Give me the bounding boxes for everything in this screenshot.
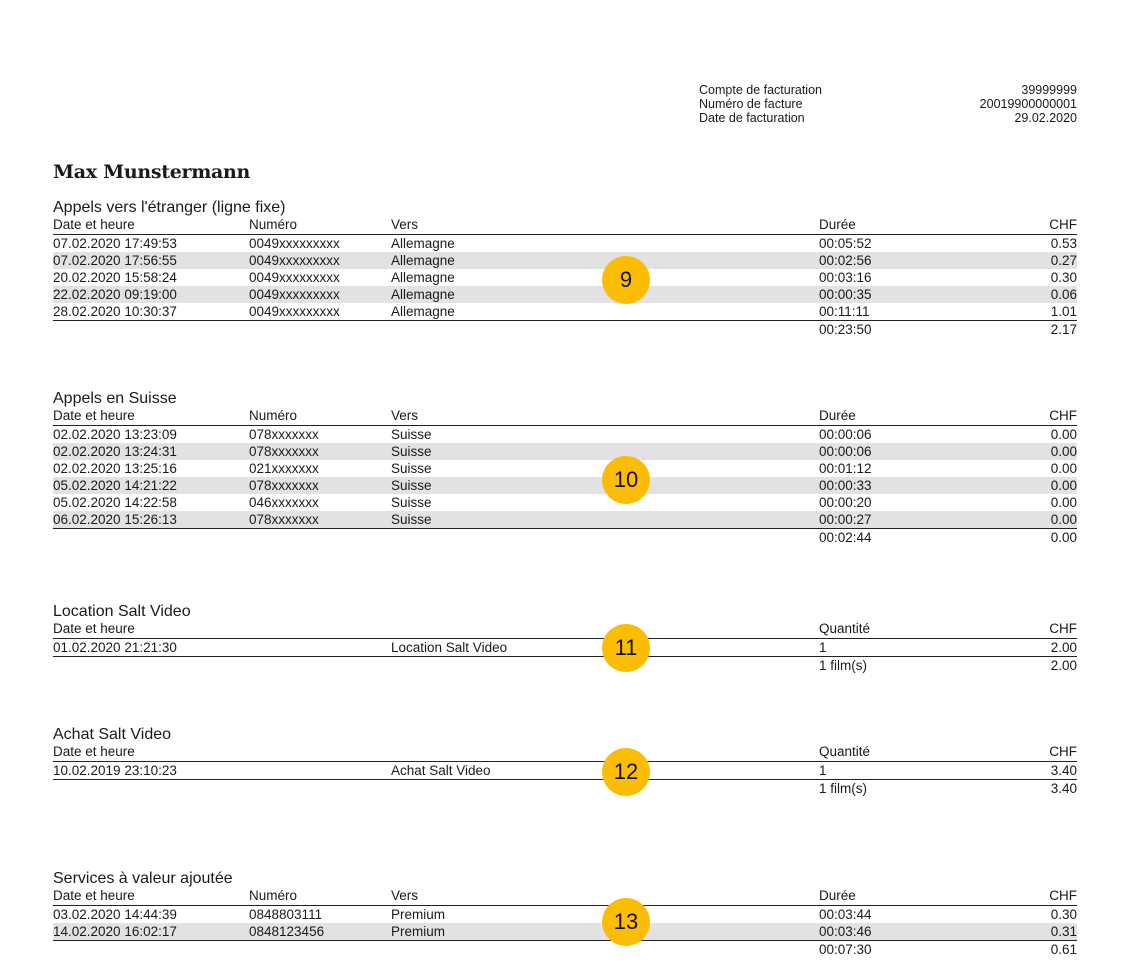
section-swiss-calls [53, 389, 1077, 546]
cell-date: 07.02.2020 17:56:55 [53, 253, 177, 268]
cell-date: 02.02.2020 13:23:09 [53, 427, 177, 442]
cell-chf: 1.01 [1050, 304, 1077, 319]
header-chf: CHF [1049, 621, 1077, 636]
cell-date: 01.02.2020 21:21:30 [53, 640, 177, 655]
meta-value: 20019900000001 [979, 97, 1077, 111]
cell-to: Allemagne [391, 270, 455, 285]
callout-badge: 10 [602, 456, 650, 504]
header-chf: CHF [1049, 744, 1077, 759]
table-row [53, 762, 1077, 780]
cell-date: 02.02.2020 13:24:31 [53, 444, 177, 459]
table-row [53, 252, 1077, 269]
table-total-row [53, 657, 1077, 674]
cell-to: Premium [391, 907, 446, 922]
section-title: Achat Salt Video [53, 726, 172, 743]
table-row [53, 460, 1077, 477]
meta-value: 39999999 [1021, 83, 1077, 97]
table-row [53, 303, 1077, 321]
cell-chf: 2.00 [1050, 640, 1077, 655]
cell-chf: 0.00 [1050, 461, 1077, 476]
cell-date: 05.02.2020 14:22:58 [53, 495, 177, 510]
header-date: Date et heure [53, 744, 135, 759]
cell-chf: 0.00 [1050, 427, 1077, 442]
table-total-row [53, 780, 1077, 797]
section-value-added-services [53, 869, 1077, 958]
cell-number: 078xxxxxxx [249, 512, 319, 527]
cell-duration: 00:11:11 [819, 304, 870, 319]
cell-date: 14.02.2020 16:02:17 [53, 924, 177, 939]
header-chf: CHF [1049, 217, 1077, 232]
section-title: Location Salt Video [53, 603, 191, 620]
cell-date: 22.02.2020 09:19:00 [53, 287, 177, 302]
table-total-row [53, 941, 1077, 958]
cell-date: 20.02.2020 15:58:24 [53, 270, 177, 285]
meta-label: Compte de facturation [699, 83, 822, 97]
meta-label: Date de facturation [699, 111, 805, 125]
cell-to: Suisse [391, 512, 432, 527]
cell-duration: 00:03:16 [819, 270, 872, 285]
cell-date: 05.02.2020 14:21:22 [53, 478, 177, 493]
cell-duration: 00:02:56 [819, 253, 872, 268]
cell-duration: 00:00:35 [819, 287, 872, 302]
cell-to: Allemagne [391, 287, 455, 302]
header-chf: CHF [1049, 408, 1077, 423]
table-total-row [53, 321, 1077, 338]
table-header [53, 888, 1077, 906]
total-chf: 2.00 [1050, 658, 1077, 673]
cell-duration: 00:00:27 [819, 512, 872, 527]
table-row [53, 906, 1077, 923]
cell-date: 07.02.2020 17:49:53 [53, 236, 177, 251]
header-duration: Durée [819, 888, 856, 903]
cell-duration: 00:03:46 [819, 924, 872, 939]
cell-date: 02.02.2020 13:25:16 [53, 461, 177, 476]
table-row [53, 269, 1077, 286]
cell-item: Location Salt Video [391, 640, 508, 655]
section-title: Appels en Suisse [53, 390, 177, 407]
cell-to: Premium [391, 924, 446, 939]
cell-number: 0848803111 [249, 907, 323, 922]
total-chf: 3.40 [1050, 781, 1077, 796]
cell-to: Allemagne [391, 304, 455, 319]
cell-date: 10.02.2019 23:10:23 [53, 763, 177, 778]
header-quantity: Quantité [819, 744, 871, 759]
callout-badge: 13 [602, 898, 650, 946]
header-number: Numéro [249, 217, 298, 232]
cell-chf: 0.00 [1050, 444, 1077, 459]
meta-row-invoice [699, 97, 1077, 111]
cell-chf: 0.00 [1050, 495, 1077, 510]
cell-number: 0049xxxxxxxxx [249, 253, 340, 268]
cell-to: Suisse [391, 461, 432, 476]
cell-number: 078xxxxxxx [249, 427, 319, 442]
cell-to: Suisse [391, 495, 432, 510]
cell-to: Suisse [391, 427, 432, 442]
cell-duration: 00:05:52 [819, 236, 872, 251]
table-total-row [53, 529, 1077, 546]
cell-number: 078xxxxxxx [249, 478, 319, 493]
meta-value: 29.02.2020 [1014, 111, 1077, 125]
cell-item: Achat Salt Video [391, 763, 491, 778]
total-quantity: 1 film(s) [819, 781, 867, 796]
table-row [53, 286, 1077, 303]
cell-number: 078xxxxxxx [249, 444, 319, 459]
cell-date: 06.02.2020 15:26:13 [53, 512, 177, 527]
cell-number: 0049xxxxxxxxx [249, 304, 340, 319]
header-date: Date et heure [53, 621, 135, 636]
section-video-purchase [53, 725, 1077, 797]
cell-chf: 3.40 [1050, 763, 1077, 778]
table-header [53, 744, 1077, 762]
cell-number: 0848123456 [249, 924, 325, 939]
cell-number: 0049xxxxxxxxx [249, 287, 340, 302]
table-row [53, 639, 1077, 657]
header-duration: Durée [819, 408, 856, 423]
cell-chf: 0.27 [1050, 253, 1077, 268]
cell-number: 046xxxxxxx [249, 495, 319, 510]
total-duration: 00:02:44 [819, 530, 872, 545]
table-row [53, 443, 1077, 460]
table-row [53, 477, 1077, 494]
header-date: Date et heure [53, 888, 135, 903]
cell-duration: 00:01:12 [819, 461, 872, 476]
header-number: Numéro [249, 888, 298, 903]
table-row [53, 494, 1077, 511]
callout-badge: 11 [602, 624, 650, 672]
header-to: Vers [391, 888, 419, 903]
table-row [53, 511, 1077, 529]
total-chf: 0.61 [1050, 942, 1077, 957]
section-title: Services à valeur ajoutée [53, 870, 233, 887]
billing-meta [699, 83, 1077, 125]
cell-date: 03.02.2020 14:44:39 [53, 907, 177, 922]
cell-chf: 0.30 [1050, 907, 1077, 922]
table-header [53, 621, 1077, 639]
cell-duration: 00:00:06 [819, 444, 872, 459]
section-title: Appels vers l'étranger (ligne fixe) [53, 199, 286, 216]
total-quantity: 1 film(s) [819, 658, 867, 673]
table-row [53, 923, 1077, 941]
meta-label: Numéro de facture [699, 97, 803, 111]
cell-to: Allemagne [391, 236, 455, 251]
table-header [53, 217, 1077, 235]
header-to: Vers [391, 217, 419, 232]
cell-duration: 00:00:20 [819, 495, 872, 510]
header-number: Numéro [249, 408, 298, 423]
total-chf: 2.17 [1050, 322, 1077, 337]
cell-number: 0049xxxxxxxxx [249, 270, 340, 285]
cell-number: 021xxxxxxx [249, 461, 319, 476]
header-date: Date et heure [53, 408, 135, 423]
total-chf: 0.00 [1050, 530, 1077, 545]
cell-to: Suisse [391, 444, 432, 459]
cell-duration: 00:03:44 [819, 907, 872, 922]
header-date: Date et heure [53, 217, 135, 232]
callout-badge: 9 [602, 256, 650, 304]
cell-chf: 0.06 [1050, 287, 1077, 302]
table-row [53, 235, 1077, 252]
total-duration: 00:23:50 [819, 322, 872, 337]
cell-to: Allemagne [391, 253, 455, 268]
header-duration: Durée [819, 217, 856, 232]
table-row [53, 426, 1077, 443]
header-to: Vers [391, 408, 419, 423]
header-quantity: Quantité [819, 621, 871, 636]
cell-to: Suisse [391, 478, 432, 493]
cell-duration: 00:00:33 [819, 478, 872, 493]
cell-number: 0049xxxxxxxxx [249, 236, 340, 251]
cell-chf: 0.00 [1050, 478, 1077, 493]
cell-chf: 0.30 [1050, 270, 1077, 285]
section-international-calls [53, 198, 1077, 338]
cell-duration: 00:00:06 [819, 427, 872, 442]
total-duration: 00:07:30 [819, 942, 872, 957]
cell-date: 28.02.2020 10:30:37 [53, 304, 177, 319]
cell-quantity: 1 [819, 640, 827, 655]
cell-chf: 0.00 [1050, 512, 1077, 527]
cell-quantity: 1 [819, 763, 827, 778]
meta-row-account [699, 83, 1077, 97]
table-header [53, 408, 1077, 426]
meta-row-date [699, 111, 1077, 125]
cell-chf: 0.31 [1050, 924, 1077, 939]
section-video-rental [53, 602, 1077, 674]
callout-badge: 12 [602, 748, 650, 796]
cell-chf: 0.53 [1050, 236, 1077, 251]
customer-name: Max Munstermann [53, 161, 251, 183]
header-chf: CHF [1049, 888, 1077, 903]
